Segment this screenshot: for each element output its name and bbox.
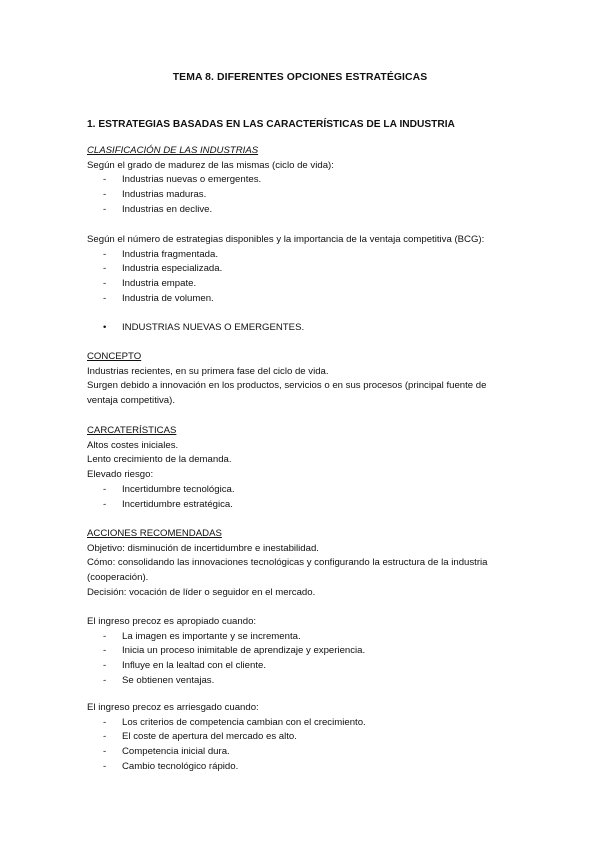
- list-item: - Incertidumbre tecnológica.: [87, 483, 527, 498]
- list-item: - Industria especializada.: [87, 262, 527, 277]
- acciones-heading: ACCIONES RECOMENDADAS: [87, 528, 222, 539]
- list-item: - Industrias maduras.: [87, 188, 527, 203]
- list-item: - Industrias en declive.: [87, 203, 527, 218]
- concepto-line: ventaja competitiva).: [87, 395, 175, 407]
- precoz-arriesgado-block: [87, 701, 527, 775]
- acciones-line: Objetivo: disminución de incertidumbre e inestabilidad.: [87, 542, 319, 554]
- precoz-apropiado-block: [87, 615, 527, 689]
- list-item: - Se obtienen ventajas.: [87, 674, 527, 689]
- clasificacion-block: [87, 144, 527, 218]
- list-item: - Los criterios de competencia cambian con el crecimiento.: [87, 716, 527, 731]
- acciones-line: (cooperación).: [87, 572, 149, 584]
- madurez-list: [87, 173, 527, 217]
- nuevas-heading: INDUSTRIAS NUEVAS O EMERGENTES.: [122, 322, 305, 333]
- apropiado-list: [87, 630, 527, 689]
- riesgo-list: [87, 483, 527, 512]
- concepto-line: Industrias recientes, en su primera fase del ciclo de vida.: [87, 365, 329, 377]
- list-item: - El coste de apertura del mercado es alto.: [87, 730, 527, 745]
- page-title: TEMA 8. DIFERENTES OPCIONES ESTRATÉGICAS: [172, 72, 428, 83]
- list-item: - Inicia un proceso inimitable de aprendizaje y experiencia.: [87, 644, 527, 659]
- bcg-intro: Según el número de estrategias disponibles y la importancia de la ventaja competitiva (BCG):: [87, 234, 485, 245]
- bcg-list: [87, 248, 527, 307]
- clasificacion-heading: CLASIFICACIÓN DE LAS INDUSTRIAS: [87, 145, 259, 156]
- caracteristicas-line: Altos costes iniciales.: [87, 439, 179, 451]
- bcg-block: [87, 233, 527, 307]
- caracteristicas-block: [87, 424, 527, 512]
- concepto-line: Surgen debido a innovación en los productos, servicios o en sus procesos (principal fuente de: [87, 380, 487, 392]
- list-item: - Competencia inicial dura.: [87, 745, 527, 760]
- list-item: - Influye en la lealtad con el cliente.: [87, 659, 527, 674]
- caracteristicas-line: Elevado riesgo:: [87, 469, 154, 481]
- concepto-heading: CONCEPTO: [87, 351, 142, 362]
- list-item: - Cambio tecnológico rápido.: [87, 760, 527, 775]
- arriesgado-list: [87, 716, 527, 775]
- acciones-line: Cómo: consolidando las innovaciones tecnológicas y configurando la estructura de la industria: [87, 557, 488, 569]
- acciones-block: [87, 527, 527, 601]
- list-item: - Industria de volumen.: [87, 292, 527, 307]
- bullet-icon: •: [103, 322, 107, 333]
- list-item: - Industria empate.: [87, 277, 527, 292]
- section-heading: 1. ESTRATEGIAS BASADAS EN LAS CARACTERÍSTICAS DE LA INDUSTRIA: [87, 119, 455, 130]
- concepto-block: [87, 350, 527, 409]
- precoz-arriesgado-intro: El ingreso precoz es arriesgado cuando:: [87, 702, 259, 713]
- nuevas-block: [87, 321, 527, 336]
- acciones-line: Decisión: vocación de líder o seguidor en el mercado.: [87, 586, 316, 598]
- list-item: - Industria fragmentada.: [87, 248, 527, 263]
- list-item: - Industrias nuevas o emergentes.: [87, 173, 527, 188]
- list-item: - Incertidumbre estratégica.: [87, 498, 527, 513]
- caracteristicas-heading: CARCATERÍSTICAS: [87, 425, 177, 436]
- precoz-apropiado-intro: El ingreso precoz es apropiado cuando:: [87, 616, 257, 627]
- clasificacion-intro: Según el grado de madurez de las mismas (ciclo de vida):: [87, 159, 334, 171]
- list-item: - La imagen es importante y se incrementa.: [87, 630, 527, 645]
- caracteristicas-line: Lento crecimiento de la demanda.: [87, 454, 232, 466]
